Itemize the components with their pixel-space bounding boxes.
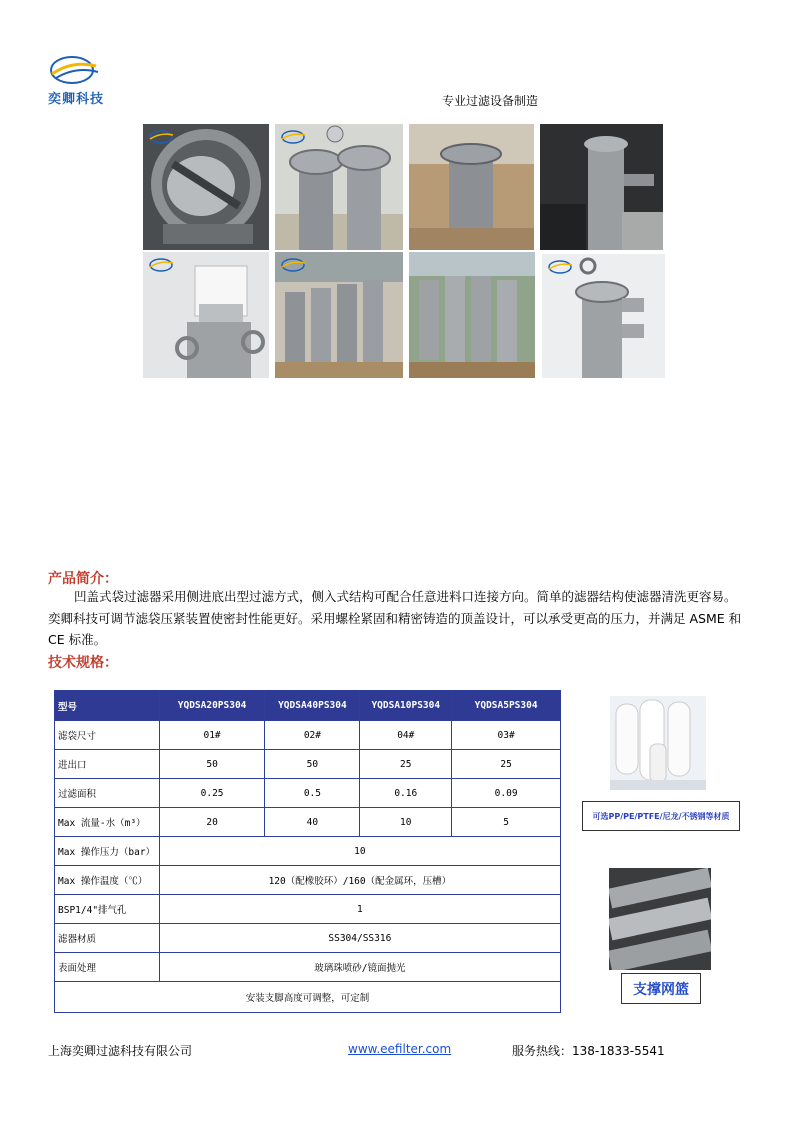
row-label: 过滤面积 <box>55 779 160 808</box>
photo-bag-filters-pair <box>275 124 403 250</box>
cell: 40 <box>265 808 360 837</box>
row-label: 滤器材质 <box>55 924 160 953</box>
table-row <box>55 982 561 1013</box>
footer-website-link[interactable]: www.eefilter.com <box>348 1042 452 1056</box>
cell: 120（配橡胶环）/160（配金属环，压槽） <box>159 866 560 895</box>
logo-text: 奕卿科技 <box>48 92 105 107</box>
row-label: BSP1/4"排气孔 <box>55 895 160 924</box>
cell: 0.5 <box>265 779 360 808</box>
header-model-3: YQDSA10PS304 <box>360 691 452 721</box>
row-label: Max 操作压力（bar） <box>55 837 160 866</box>
photo-filter-installed <box>540 124 663 250</box>
filter-bags-image <box>610 696 706 790</box>
cell: 50 <box>159 750 265 779</box>
cell: 25 <box>452 750 561 779</box>
cell: 10 <box>360 808 452 837</box>
header-model-2: YQDSA40PS304 <box>265 691 360 721</box>
table-row <box>55 953 561 982</box>
table-row <box>55 837 561 866</box>
row-label: 表面处理 <box>55 953 160 982</box>
cell: 50 <box>265 750 360 779</box>
support-basket-caption: 支撑网篮 <box>621 973 701 1004</box>
footer-hotline: 服务热线：138-1833-5541 <box>512 1044 665 1058</box>
cell: 1 <box>159 895 560 924</box>
table-row <box>55 721 561 750</box>
row-label: 进出口 <box>55 750 160 779</box>
table-row <box>55 866 561 895</box>
table-row <box>55 779 561 808</box>
header-model: 型号 <box>55 691 160 721</box>
table-note: 安装支脚高度可调整，可定制 <box>55 982 561 1013</box>
tagline: 专业过滤设备制造 <box>442 94 539 108</box>
specs-title: 技术规格： <box>48 655 118 671</box>
intro-title: 产品简介： <box>48 571 118 587</box>
photo-filter-single <box>542 254 665 378</box>
cell: 01# <box>159 721 265 750</box>
cell: 玻璃珠喷砂/镜面抛光 <box>159 953 560 982</box>
cell: 20 <box>159 808 265 837</box>
row-label: Max 流量-水（m³） <box>55 808 160 837</box>
table-row <box>55 924 561 953</box>
footer-company: 上海奕卿过滤科技有限公司 <box>48 1044 193 1058</box>
photo-filter-batch-2 <box>409 252 535 378</box>
cell: 5 <box>452 808 561 837</box>
header-model-4: YQDSA5PS304 <box>452 691 561 721</box>
intro-text: 凹盖式袋过滤器采用侧进底出型过滤方式，侧入式结构可配合任意进料口连接方向。简单的滤器结构使滤器清洗更容易。奕卿科技可调节滤袋压紧装置使密封性能更好。采用螺栓紧固和精密铸造的顶盖设计，可以承受更高的压力，并满足 ASME 和 CE 标准。 <box>48 589 742 647</box>
cell: 0.09 <box>452 779 561 808</box>
table-row <box>55 808 561 837</box>
material-options-caption: 可选PP/PE/PTFE/尼龙/不锈钢等材质 <box>582 801 740 831</box>
spec-header-row <box>55 691 561 721</box>
cell: 0.25 <box>159 779 265 808</box>
row-label: Max 操作温度（℃） <box>55 866 160 895</box>
cell: 02# <box>265 721 360 750</box>
cell: 03# <box>452 721 561 750</box>
cell: SS304/SS316 <box>159 924 560 953</box>
photo-filter-top-closeup <box>143 124 269 250</box>
spec-table <box>54 690 561 1013</box>
photo-filter-crate <box>409 124 534 250</box>
table-row <box>55 895 561 924</box>
table-row <box>55 750 561 779</box>
cell: 0.16 <box>360 779 452 808</box>
cell: 25 <box>360 750 452 779</box>
row-label: 滤袋尺寸 <box>55 721 160 750</box>
cell: 10 <box>159 837 560 866</box>
support-basket-image <box>609 868 711 970</box>
photo-filter-batch-1 <box>275 252 403 378</box>
header-model-1: YQDSA20PS304 <box>159 691 265 721</box>
cell: 04# <box>360 721 452 750</box>
photo-filter-bag-basket <box>143 252 269 378</box>
